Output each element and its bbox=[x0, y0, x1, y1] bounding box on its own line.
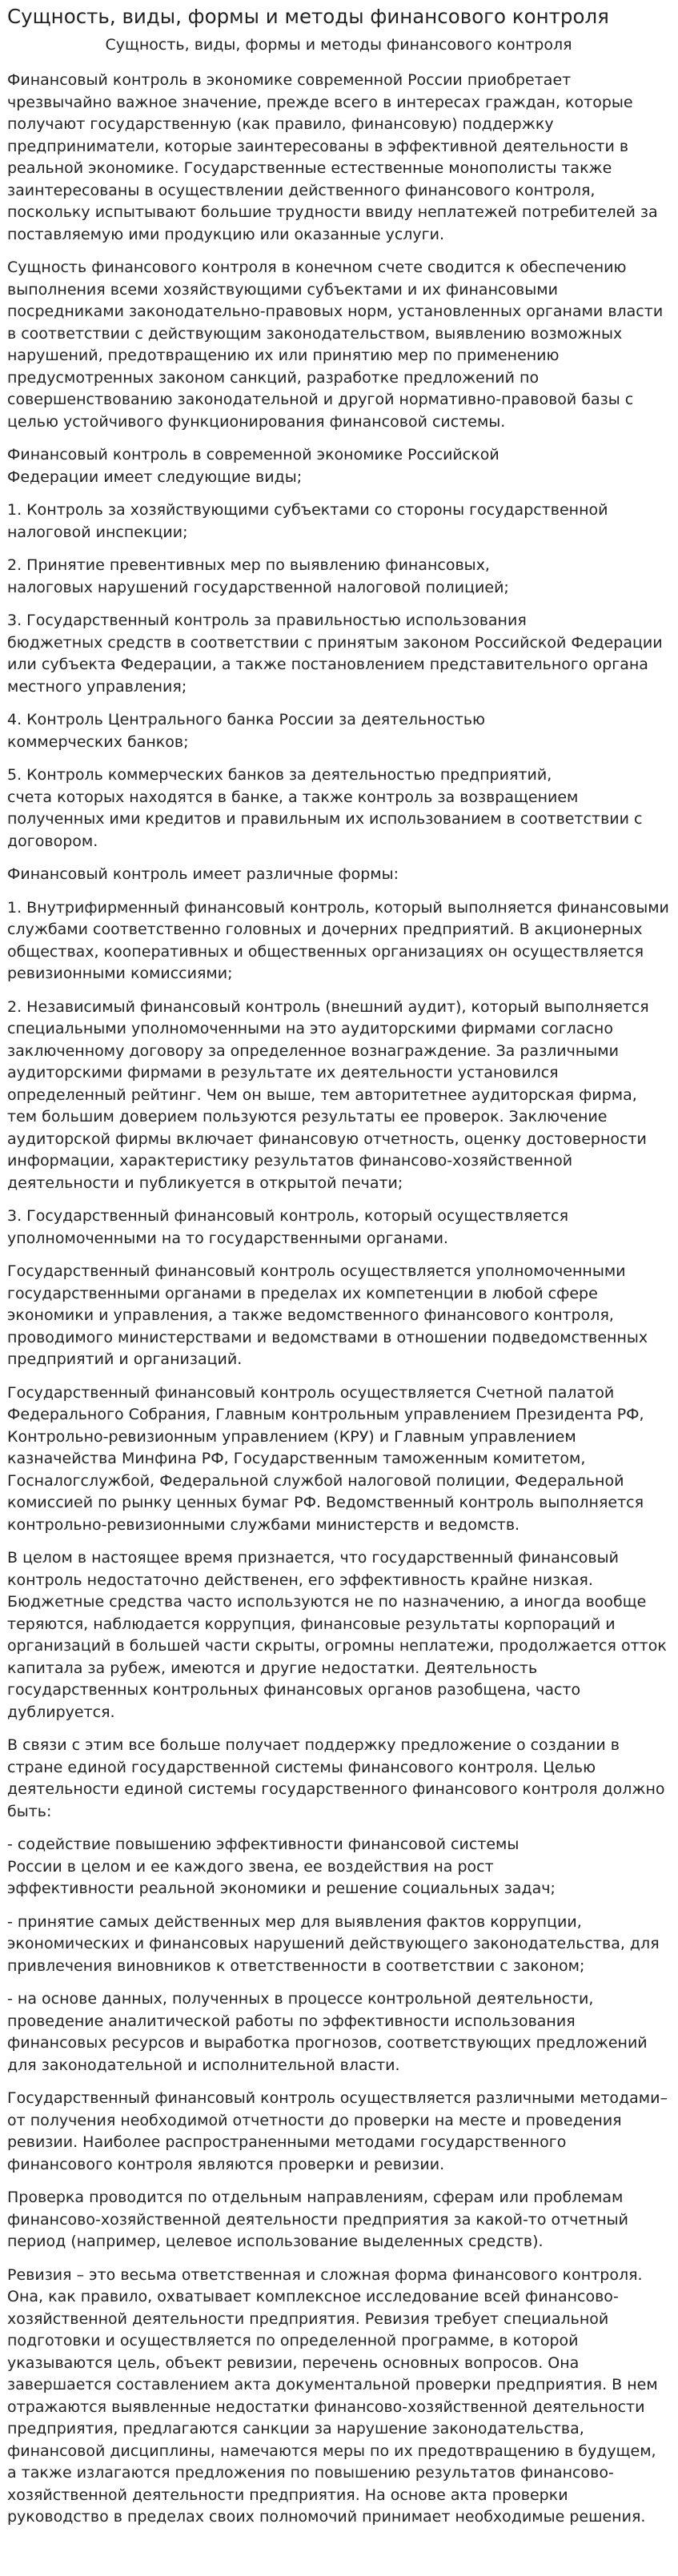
list-item: - содействие повышению эффективности финансовой системы России в целом и ее каждого звена, ее воздействия на рост эффективности реальной экономики и решение социальных задач; bbox=[7, 1836, 556, 1897]
article bbox=[7, 0, 670, 2540]
paragraph: Государственный финансовый контроль осуществляется уполномоченными государственными органами в пределах их компетенции в любой сфере экономики и управления, а также ведомственного финансового контроля, проводимого министерствами и ведомствами в отношении подведомственных предприятий и организаций. bbox=[7, 1262, 648, 1368]
list-item: 1. Внутрифирменный финансовый контроль, который выполняется финансовыми службами соответственно головных и дочерних предприятий. В акционерных обществах, кооперативных и общественных организациях он осуществляется ревизионными комиссиями; bbox=[7, 898, 669, 982]
article-body bbox=[7, 70, 670, 2529]
list-item: 1. Контроль за хозяйствующими субъектами со стороны государственной налоговой инспекции; bbox=[7, 501, 608, 541]
paragraph: Ревизия – это весьма ответственная и сложная форма финансового контроля. Она, как правило, охватывает комплексное исследование всей финансово-хозяйственной деятельности предприятия. Ревизия требует специальной подготовки и осуществляется по определенной программе, в которой указываются цель, объект ревизии, перечень основных вопросов. Она завершается составлением акта документальной проверки предприятия. В нем отражаются выявленные недостатки финансово-хозяйственной деятельности предприятия, предлагаются санкции за нарушение законодательства, финансовой дисциплины, намечаются меры по их предотвращению в будущем, а также излагаются предложения по повышению результатов финансово-хозяйственной деятельности предприятия. На основе акта проверки руководство в пределах своих полномочий принимает необходимые решения. bbox=[7, 2265, 658, 2526]
list-item: - принятие самых действенных мер для выявления фактов коррупции, экономических и финансовых нарушений действующего законодательства, для привлечения виновников к ответственности в соответствии с законом; bbox=[7, 1912, 660, 1975]
list-item: 3. Государственный контроль за правильностью использования бюджетных средств в соответствии с принятым законом Российской Федерации или субъекта Федерации, а также постановлением представительного органа местного управления; bbox=[7, 612, 663, 696]
paragraph: Финансовый контроль в экономике современной России приобретает чрезвычайно важное значение, прежде всего в интересах граждан, которые получают государственную (как правило, финансовую) поддержку предприниматели, которые заинтересованы в эффективной деятельности в реальной экономике. Государственные естественные монополисты также заинтересованы в осуществлении действенного финансового контроля, поскольку испытывают большие трудности ввиду неплатежей потребителей за поставляемую ими продукцию или оказанные услуги. bbox=[7, 71, 658, 243]
article-subtitle: Сущность, виды, формы и методы финансового контроля bbox=[105, 36, 572, 54]
paragraph: Сущность финансового контроля в конечном счете сводится к обеспечению выполнения всеми хозяйствующими субъектами и их финансовыми посредниками законодательно-правовых норм, установленных органами власти в соответствии с действующим законодательством, выявлению возможных нарушений, предотвращению их или принятию мер по применению предусмотренных законом санкций, разработке предложений по совершенствованию законодательной и другой нормативно-правовой базы с целью устойчивого функционирования финансовой системы. bbox=[7, 259, 664, 431]
paragraph: Финансовый контроль в современной экономике Российской Федерации имеет следующие виды; bbox=[7, 446, 499, 486]
list-item: 5. Контроль коммерческих банков за деятельностью предприятий, счета которых находятся в банке, а также контроль за возвращением полученных ими кредитов и правильным их использованием в соответствии с договором. bbox=[7, 766, 643, 850]
article-title: Сущность, виды, формы и методы финансового контроля bbox=[7, 5, 609, 28]
paragraph: Государственный финансовый контроль осуществляется различными методами– от получения необходимой отчетности до проверки на месте и проведения ревизии. Наиболее распространенными методами государственного финансового контроля являются проверки и ревизии. bbox=[7, 2089, 668, 2173]
paragraph: В целом в настоящее время признается, что государственный финансовый контроль недостаточно действенен, его эффективность крайне низкая. Бюджетные средства часто используются не по назначению, а иногда вообще теряются, наблюдается коррупция, финансовые результаты корпораций и организаций в большей части скрыты, огромны неплатежи, продолжается отток капитала за рубеж, имеются и другие недостатки. Деятельность государственных контрольных финансовых органов разобщена, часто дублируется. bbox=[7, 1549, 667, 1721]
list-item: - на основе данных, полученных в процессе контрольной деятельности, проведение аналитической работы по эффективности использования финансовых ресурсов и выработка прогнозов, соответствующих предложений для законодательной и исполнительной власти. bbox=[7, 1990, 648, 2074]
paragraph: Проверка проводится по отдельным направлениям, сферам или проблемам финансово-хозяйственной деятельности предприятия за какой-то отчетный период (например, целевое использование выделенных средств). bbox=[7, 2189, 628, 2250]
list-item: 2. Независимый финансовый контроль (внешний аудит), который выполняется специальными уполномоченными на это аудиторскими фирмами согласно заключенному договору за определенное вознаграждение. За различными аудиторскими фирмами в результате их деятельности установился определенный рейтинг. Чем он выше, тем авторитетнее аудиторская фирма, тем большим доверием пользуются результаты ее проверок. Заключение аудиторской фирмы включает финансовую отчетность, оценку достоверности информации, характеристику результатов финансово-хозяйственной деятельности и публикуется в открытой печати; bbox=[7, 997, 649, 1192]
list-item: 2. Принятие превентивных мер по выявлению финансовых, налоговых нарушений государственной налоговой полицией; bbox=[7, 556, 509, 596]
paragraph: Финансовый контроль имеет различные формы: bbox=[7, 865, 399, 883]
list-item: 4. Контроль Центрального банка России за деятельностью коммерческих банков; bbox=[7, 711, 486, 751]
paragraph: Государственный финансовый контроль осуществляется Счетной палатой Федерального Собрания, Главным контрольным управлением Президента РФ, Контрольно-ревизионным управлением (КРУ) и Главным управлением казначейства Минфина РФ, Государственным таможенным комитетом, Госналогслужбой, Федеральной службой налоговой полиции, Федеральной комиссией по рынку ценных бумаг РФ. Ведомственный контроль выполняется контрольно-ревизионными службами министерств и ведомств. bbox=[7, 1383, 644, 1534]
list-item: 3. Государственный финансовый контроль, который осуществляется уполномоченными на то государственными органами. bbox=[7, 1207, 569, 1247]
paragraph: В связи с этим все больше получает поддержку предложение о создании в стране единой государственной системы финансового контроля. Целью деятельности единой системы государственного финансового контроля должно быть: bbox=[7, 1736, 665, 1820]
